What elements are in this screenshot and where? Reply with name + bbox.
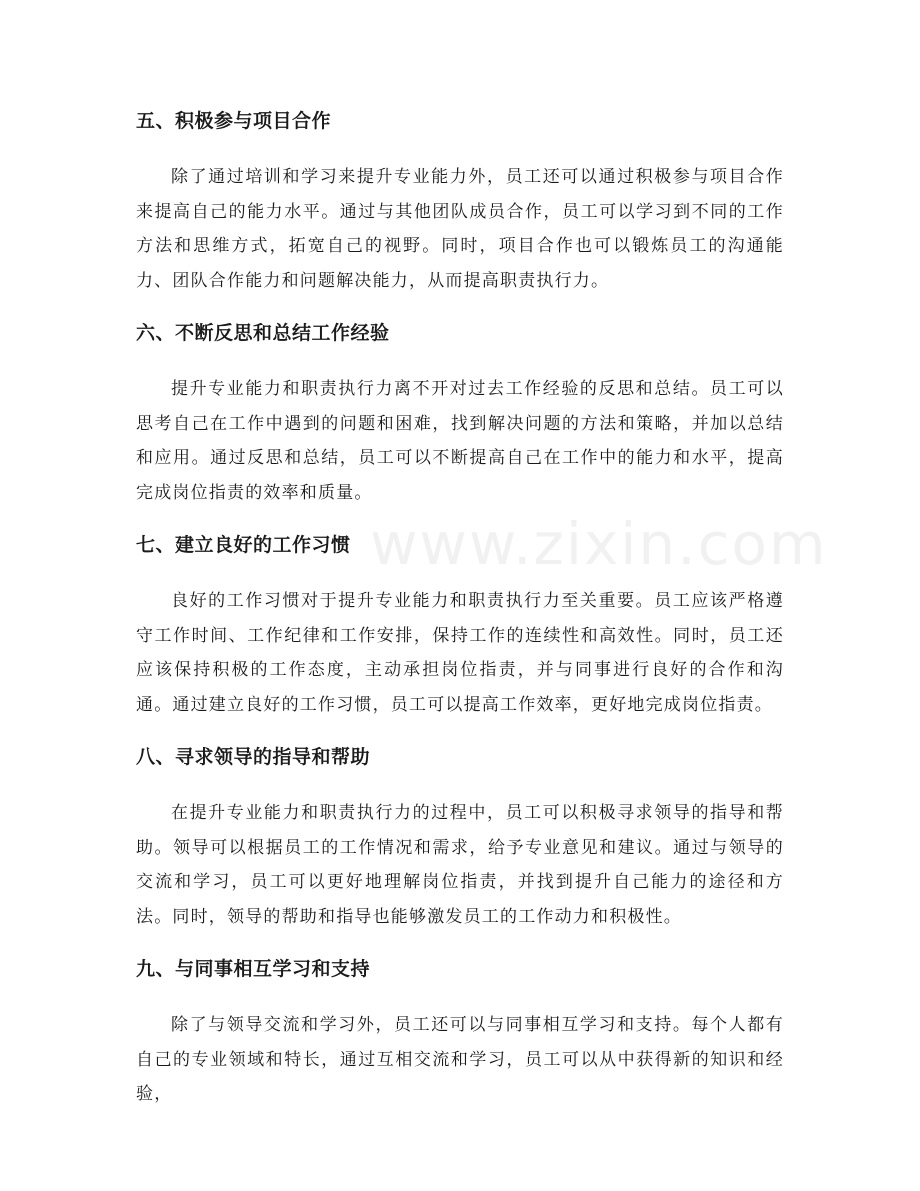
section-heading: 九、与同事相互学习和支持 bbox=[136, 958, 371, 980]
section-heading: 七、建立良好的工作习惯 bbox=[136, 534, 351, 556]
section-paragraph: 除了与领导交流和学习外，员工还可以与同事相互学习和支持。每个人都有自己的专业领域和特长，通过互相交流和学习，员工可以从中获得新的知识和经验， bbox=[136, 1015, 784, 1104]
section-paragraph: 除了通过培训和学习来提升专业能力外，员工还可以通过积极参与项目合作来提高自己的能力水平。通过与其他团队成员合作，员工可以学习到不同的工作方法和思维方式，拓宽自己的视野。同时，项目合作也可以锻炼员工的沟通能力、团队合作能力和问题解决能力，从而提高职责执行力。 bbox=[136, 167, 784, 291]
section-8 bbox=[136, 742, 784, 934]
section-paragraph: 在提升专业能力和职责执行力的过程中，员工可以积极寻求领导的指导和帮助。领导可以根据员工的工作情况和需求，给予专业意见和建议。通过与领导的交流和学习，员工可以更好地理解岗位指责，并找到提升自己能力的途径和方法。同时，领导的帮助和指导也能够激发员工的工作动力和积极性。 bbox=[136, 803, 784, 927]
section-heading: 八、寻求领导的指导和帮助 bbox=[136, 746, 371, 768]
section-heading: 五、积极参与项目合作 bbox=[136, 110, 332, 132]
section-9 bbox=[136, 954, 784, 1112]
section-paragraph: 良好的工作习惯对于提升专业能力和职责执行力至关重要。员工应该严格遵守工作时间、工作纪律和工作安排，保持工作的连续性和高效性。同时，员工还应该保持积极的工作态度，主动承担岗位指责，并与同事进行良好的合作和沟通。通过建立良好的工作习惯，员工可以提高工作效率，更好地完成岗位指责。 bbox=[136, 591, 784, 715]
section-heading: 六、不断反思和总结工作经验 bbox=[136, 322, 390, 344]
section-6 bbox=[136, 318, 784, 510]
section-7 bbox=[136, 530, 784, 722]
watermark: www.zixin.com bbox=[370, 510, 828, 578]
section-paragraph: 提升专业能力和职责执行力离不开对过去工作经验的反思和总结。员工可以思考自己在工作中遇到的问题和困难，找到解决问题的方法和策略，并加以总结和应用。通过反思和总结，员工可以不断提高自己在工作中的能力和水平，提高完成岗位指责的效率和质量。 bbox=[136, 379, 784, 503]
section-5 bbox=[136, 106, 784, 298]
